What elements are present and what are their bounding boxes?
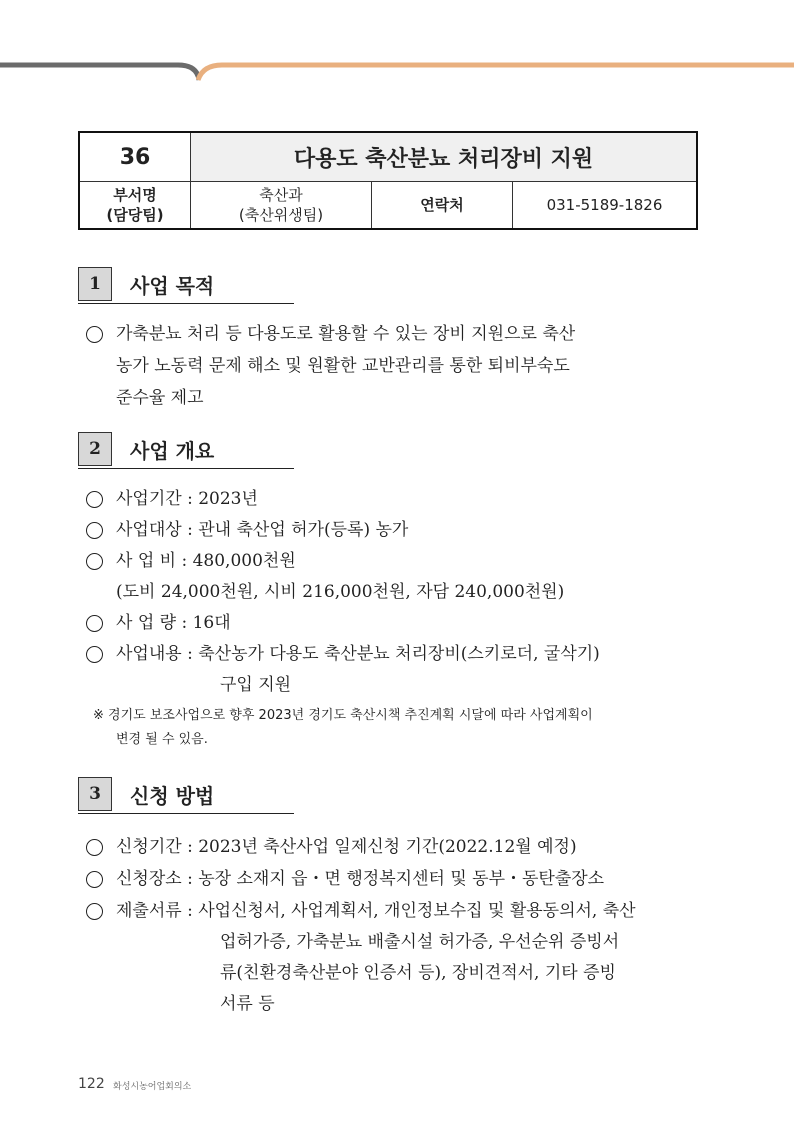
section-number-box: 2 (78, 432, 112, 466)
circle-bullet-icon (86, 491, 103, 508)
section-header-1 (78, 267, 294, 304)
circle-bullet-icon (86, 553, 103, 570)
circle-bullet-icon (86, 839, 103, 856)
note-line-continued: 변경 될 수 있음. (116, 732, 208, 747)
circle-bullet-icon (86, 326, 103, 343)
note-line: ※ 경기도 보조사업으로 향후 2023년 경기도 축산시책 추진계획 시달에 따라 사업계획이 (93, 708, 593, 723)
team-value: (축산위생팀) (238, 206, 324, 224)
section-header-2 (78, 432, 294, 469)
circle-bullet-icon (86, 646, 103, 663)
circle-bullet-icon (86, 903, 103, 920)
project-number: 36 (79, 132, 191, 182)
dept-value-cell (191, 182, 372, 230)
project-title: 다용도 축산분뇨 처리장비 지원 (191, 132, 698, 182)
circle-bullet-icon (86, 615, 103, 632)
section-number-box: 1 (78, 267, 112, 301)
section-number-box: 3 (78, 777, 112, 811)
section-header-3 (78, 777, 294, 814)
section-title: 신청 방법 (130, 784, 215, 808)
dept-label: 부서명 (113, 186, 157, 204)
project-info-table (78, 131, 698, 230)
footer-organization: 화성시농어업회의소 (113, 1082, 192, 1092)
dept-label-cell (79, 182, 191, 230)
header-decoration-gray (0, 62, 200, 82)
circle-bullet-icon (86, 871, 103, 888)
section-title: 사업 개요 (130, 439, 215, 463)
header-decoration-orange (196, 62, 794, 82)
dept-value: 축산과 (259, 186, 303, 204)
contact-value: 031-5189-1826 (513, 182, 698, 230)
section-title: 사업 목적 (130, 274, 215, 298)
page-number: 122 (78, 1076, 105, 1092)
contact-label: 연락처 (372, 182, 513, 230)
team-label: (담당팀) (106, 206, 164, 224)
circle-bullet-icon (86, 522, 103, 539)
